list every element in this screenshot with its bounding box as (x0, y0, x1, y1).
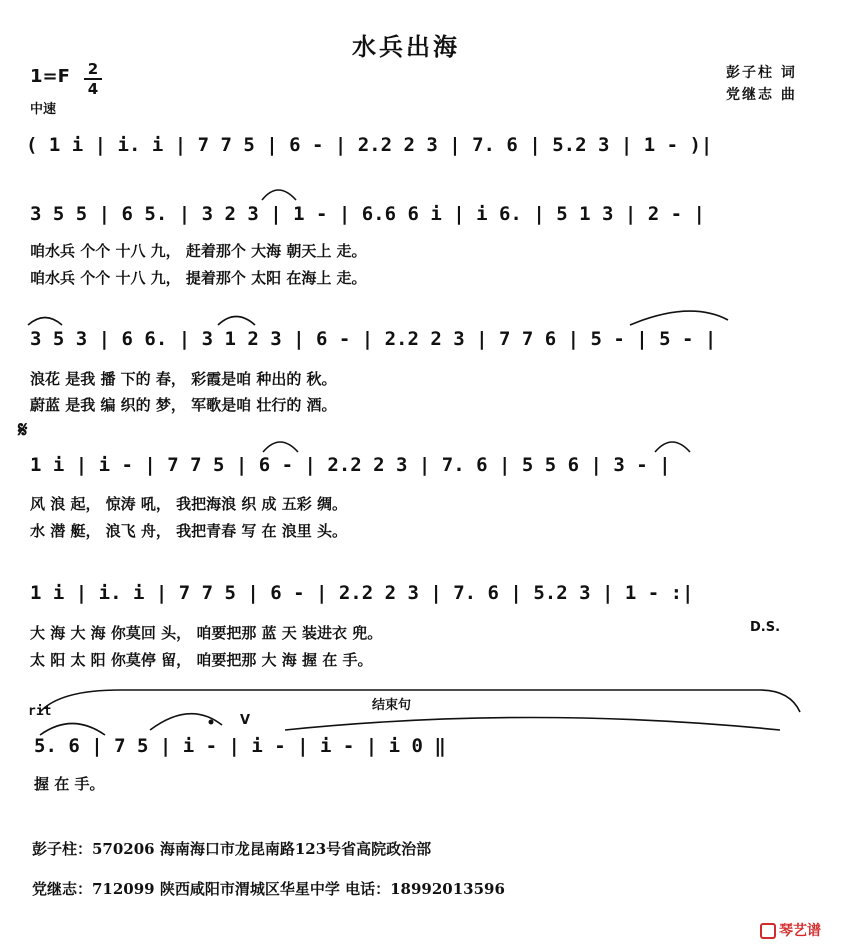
slur-row6-a (40, 724, 105, 736)
composer-credit: 党继志 曲 (726, 87, 797, 103)
tie-row6 (285, 718, 780, 731)
score-row-4-lyrics-verse1: 风 浪 起， 惊涛 吼， 我把海浪 织 成 五彩 绸。 (30, 495, 348, 513)
score-row-4-lyrics-verse2: 水 潜 艇， 浪飞 舟， 我把青春 写 在 浪里 头。 (30, 522, 348, 540)
slur-row4-b (655, 442, 690, 452)
score-row-3-notes: 3 5 3 | 6 6. | 3 1 2 3 | 6 - | 2.2 2 3 | 7 7 6 | 5 - | 5 - | (30, 328, 717, 350)
slur-row3-c (630, 311, 728, 325)
ending-label: 结束句 (372, 698, 412, 713)
score-row-4-notes: 1 i | i - | 7 7 5 | 6 - | 2.2 2 3 | 7. 6 | 5 5 6 | 3 - | (30, 454, 671, 476)
score-row-6-lyrics: 握 在 手。 (34, 775, 105, 793)
slur-row4-a (263, 442, 298, 452)
segno-sign: 𝄋 (18, 418, 28, 443)
tempo-marking: 中速 (30, 102, 57, 117)
contact-composer: 党继志：712099 陕西咸阳市渭城区华星中学 电话：18992013596 (32, 880, 505, 898)
score-row-3-lyrics-verse2: 蔚蓝 是我 编 织的 梦， 军歌是咱 壮行的 酒。 (30, 396, 337, 414)
time-bottom: 4 (87, 80, 99, 98)
score-row-2-lyrics-verse1: 咱水兵 个个 十八 九， 赶着那个 大海 朝天上 走。 (30, 242, 367, 260)
score-row-1-notes: ( 1 i | i. i | 7 7 5 | 6 - | 2.2 2 3 | 7. 6 | 5.2 3 | 1 - )| (26, 134, 713, 156)
score-row-2-notes: 3 5 5 | 6 5. | 3 2 3 | 1 - | 6.6 6 i | i 6. | 5 1 3 | 2 - | (30, 203, 705, 225)
fermata-dot (209, 720, 214, 725)
slur-row3-b (218, 317, 255, 326)
rit-marking: rit (28, 704, 52, 719)
contact-lyricist: 彭子柱：570206 海南海口市龙昆南路123号省高院政治部 (32, 840, 432, 858)
score-row-3-lyrics-verse1: 浪花 是我 播 下的 春， 彩霞是咱 种出的 秋。 (30, 370, 337, 388)
breath-mark: V (240, 713, 251, 728)
slur-row2 (262, 190, 296, 200)
ds-marking: D.S. (750, 620, 781, 635)
time-top: 2 (87, 60, 99, 78)
key-signature: 1=F (30, 66, 70, 87)
score-row-5-lyrics-verse1: 大 海 大 海 你莫回 头， 咱要把那 蓝 天 装进衣 兜。 (30, 624, 383, 642)
score-row-5-notes: 1 i | i. i | 7 7 5 | 6 - | 2.2 2 3 | 7. 6 | 5.2 3 | 1 - :| (30, 582, 694, 604)
slur-row3-a (28, 318, 62, 326)
score-row-6-notes: 5. 6 | 7 5 | i - | i - | i - | i 0 ‖ (34, 735, 446, 757)
ending-bracket (40, 690, 800, 712)
score-row-2-lyrics-verse2: 咱水兵 个个 十八 九， 提着那个 太阳 在海上 走。 (30, 269, 367, 287)
page-title: 水兵出海 (352, 32, 460, 61)
lyricist-credit: 彭子柱 词 (726, 65, 797, 81)
logo-text: 琴艺谱 (779, 923, 821, 939)
score-row-5-lyrics-verse2: 太 阳 太 阳 你莫停 留， 咱要把那 大 海 握 在 手。 (30, 651, 373, 669)
